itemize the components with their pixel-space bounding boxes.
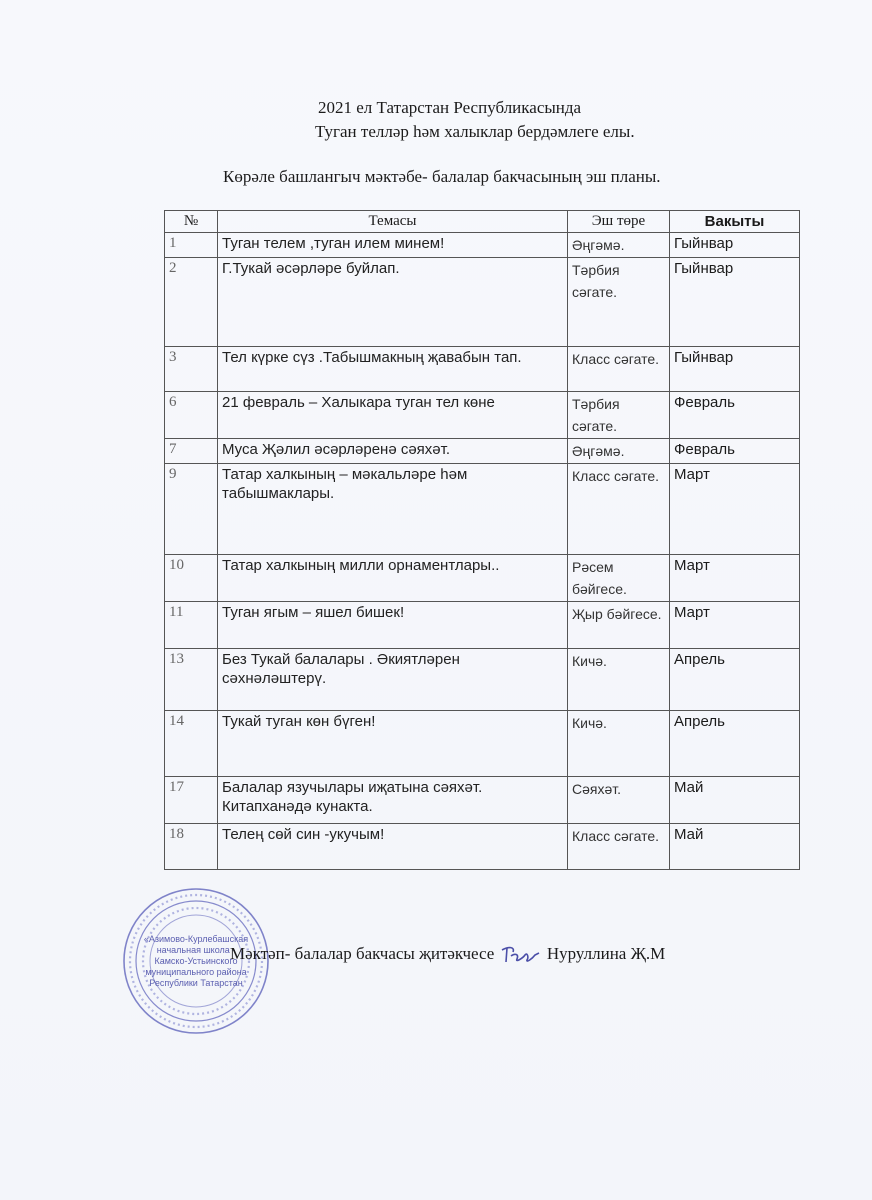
table-row	[165, 347, 800, 392]
row-number: 3	[165, 347, 218, 392]
row-number: 13	[165, 649, 218, 711]
row-topic: Г.Тукай әсәрләре буйлап.	[218, 258, 568, 347]
table-row	[165, 464, 800, 555]
row-number: 2	[165, 258, 218, 347]
row-topic: Тел күрке сүз .Табышмакның җавабын тап.	[218, 347, 568, 392]
row-time: Гыйнвар	[670, 233, 800, 258]
table-row	[165, 439, 800, 464]
row-form: Тәрбия сәгате.	[568, 392, 670, 439]
row-time: Гыйнвар	[670, 347, 800, 392]
row-time: Февраль	[670, 439, 800, 464]
stamp-line: Камско-Устьинского	[154, 955, 238, 966]
row-form: Класс сәгате.	[568, 824, 670, 870]
column-header-time: Вакыты	[670, 211, 800, 233]
row-form: Әңгәмә.	[568, 439, 670, 464]
table-row	[165, 233, 800, 258]
row-form: Рәсем бәйгесе.	[568, 555, 670, 602]
signature-line	[230, 944, 665, 966]
header-year-line: 2021 ел Татарстан Республикасында	[318, 98, 582, 117]
table-row	[165, 258, 800, 347]
row-number: 11	[165, 602, 218, 649]
row-form: Класс сәгате.	[568, 347, 670, 392]
row-time: Март	[670, 464, 800, 555]
row-form: Тәрбия сәгате.	[568, 258, 670, 347]
header-theme-line: Туган телләр һәм халыклар бердәмлеге елы.	[315, 122, 635, 141]
header-plan-title: Көрәле башлангыч мәктәбе- балалар бакчасының эш планы.	[223, 167, 661, 186]
table-row	[165, 777, 800, 824]
row-number: 18	[165, 824, 218, 870]
column-header-form: Эш төре	[568, 211, 670, 233]
table-row	[165, 602, 800, 649]
director-title: Мәктәп- балалар бакчасы җитәкчесе	[230, 944, 495, 963]
table-row	[165, 649, 800, 711]
row-number: 1	[165, 233, 218, 258]
row-topic: Муса Җәлил әсәрләренә сәяхәт.	[218, 439, 568, 464]
row-topic: 21 февраль – Халыкара туган тел көне	[218, 392, 568, 439]
row-number: 17	[165, 777, 218, 824]
row-form: Кичә.	[568, 711, 670, 777]
table-row	[165, 392, 800, 439]
row-topic: Тукай туган көн бүген!	[218, 711, 568, 777]
row-time: Март	[670, 602, 800, 649]
row-time: Гыйнвар	[670, 258, 800, 347]
table-row	[165, 824, 800, 870]
column-header-topic: Темасы	[218, 211, 568, 233]
row-topic: Туган телем ,туган илем минем!	[218, 233, 568, 258]
handwritten-signature-icon	[499, 944, 543, 966]
row-number: 14	[165, 711, 218, 777]
row-form: Кичә.	[568, 649, 670, 711]
stamp-line: Республики Татарстан	[149, 977, 243, 988]
row-time: Апрель	[670, 649, 800, 711]
row-time: Май	[670, 824, 800, 870]
row-number: 7	[165, 439, 218, 464]
table-row	[165, 711, 800, 777]
stamp-line: начальная школа -	[156, 944, 236, 955]
row-time: Февраль	[670, 392, 800, 439]
column-header-number: №	[165, 211, 218, 233]
row-time: Май	[670, 777, 800, 824]
row-number: 10	[165, 555, 218, 602]
row-topic: Туган ягым – яшел бишек!	[218, 602, 568, 649]
row-form: Әңгәмә.	[568, 233, 670, 258]
stamp-line: муниципального района	[145, 966, 247, 977]
row-topic: Телең сөй син -укучым!	[218, 824, 568, 870]
table-row	[165, 555, 800, 602]
work-plan-table	[164, 210, 800, 870]
row-number: 6	[165, 392, 218, 439]
stamp-line: «Азимово-Курлебашская	[143, 933, 249, 944]
row-form: Җыр бәйгесе.	[568, 602, 670, 649]
row-topic: Татар халкының милли орнаментлары..	[218, 555, 568, 602]
row-form: Сәяхәт.	[568, 777, 670, 824]
row-topic: Татар халкының – мәкальләре һәм табышмаклары.	[218, 464, 568, 555]
row-form: Класс сәгате.	[568, 464, 670, 555]
row-topic: Без Тукай балалары . Әкиятләрен сәхнәләштерү.	[218, 649, 568, 711]
table-header-row	[165, 211, 800, 233]
row-topic: Балалар язучылары иҗатына сәяхәт. Китапханәдә кунакта.	[218, 777, 568, 824]
row-number: 9	[165, 464, 218, 555]
row-time: Март	[670, 555, 800, 602]
row-time: Апрель	[670, 711, 800, 777]
director-name: Нуруллина Җ.М	[546, 944, 666, 963]
